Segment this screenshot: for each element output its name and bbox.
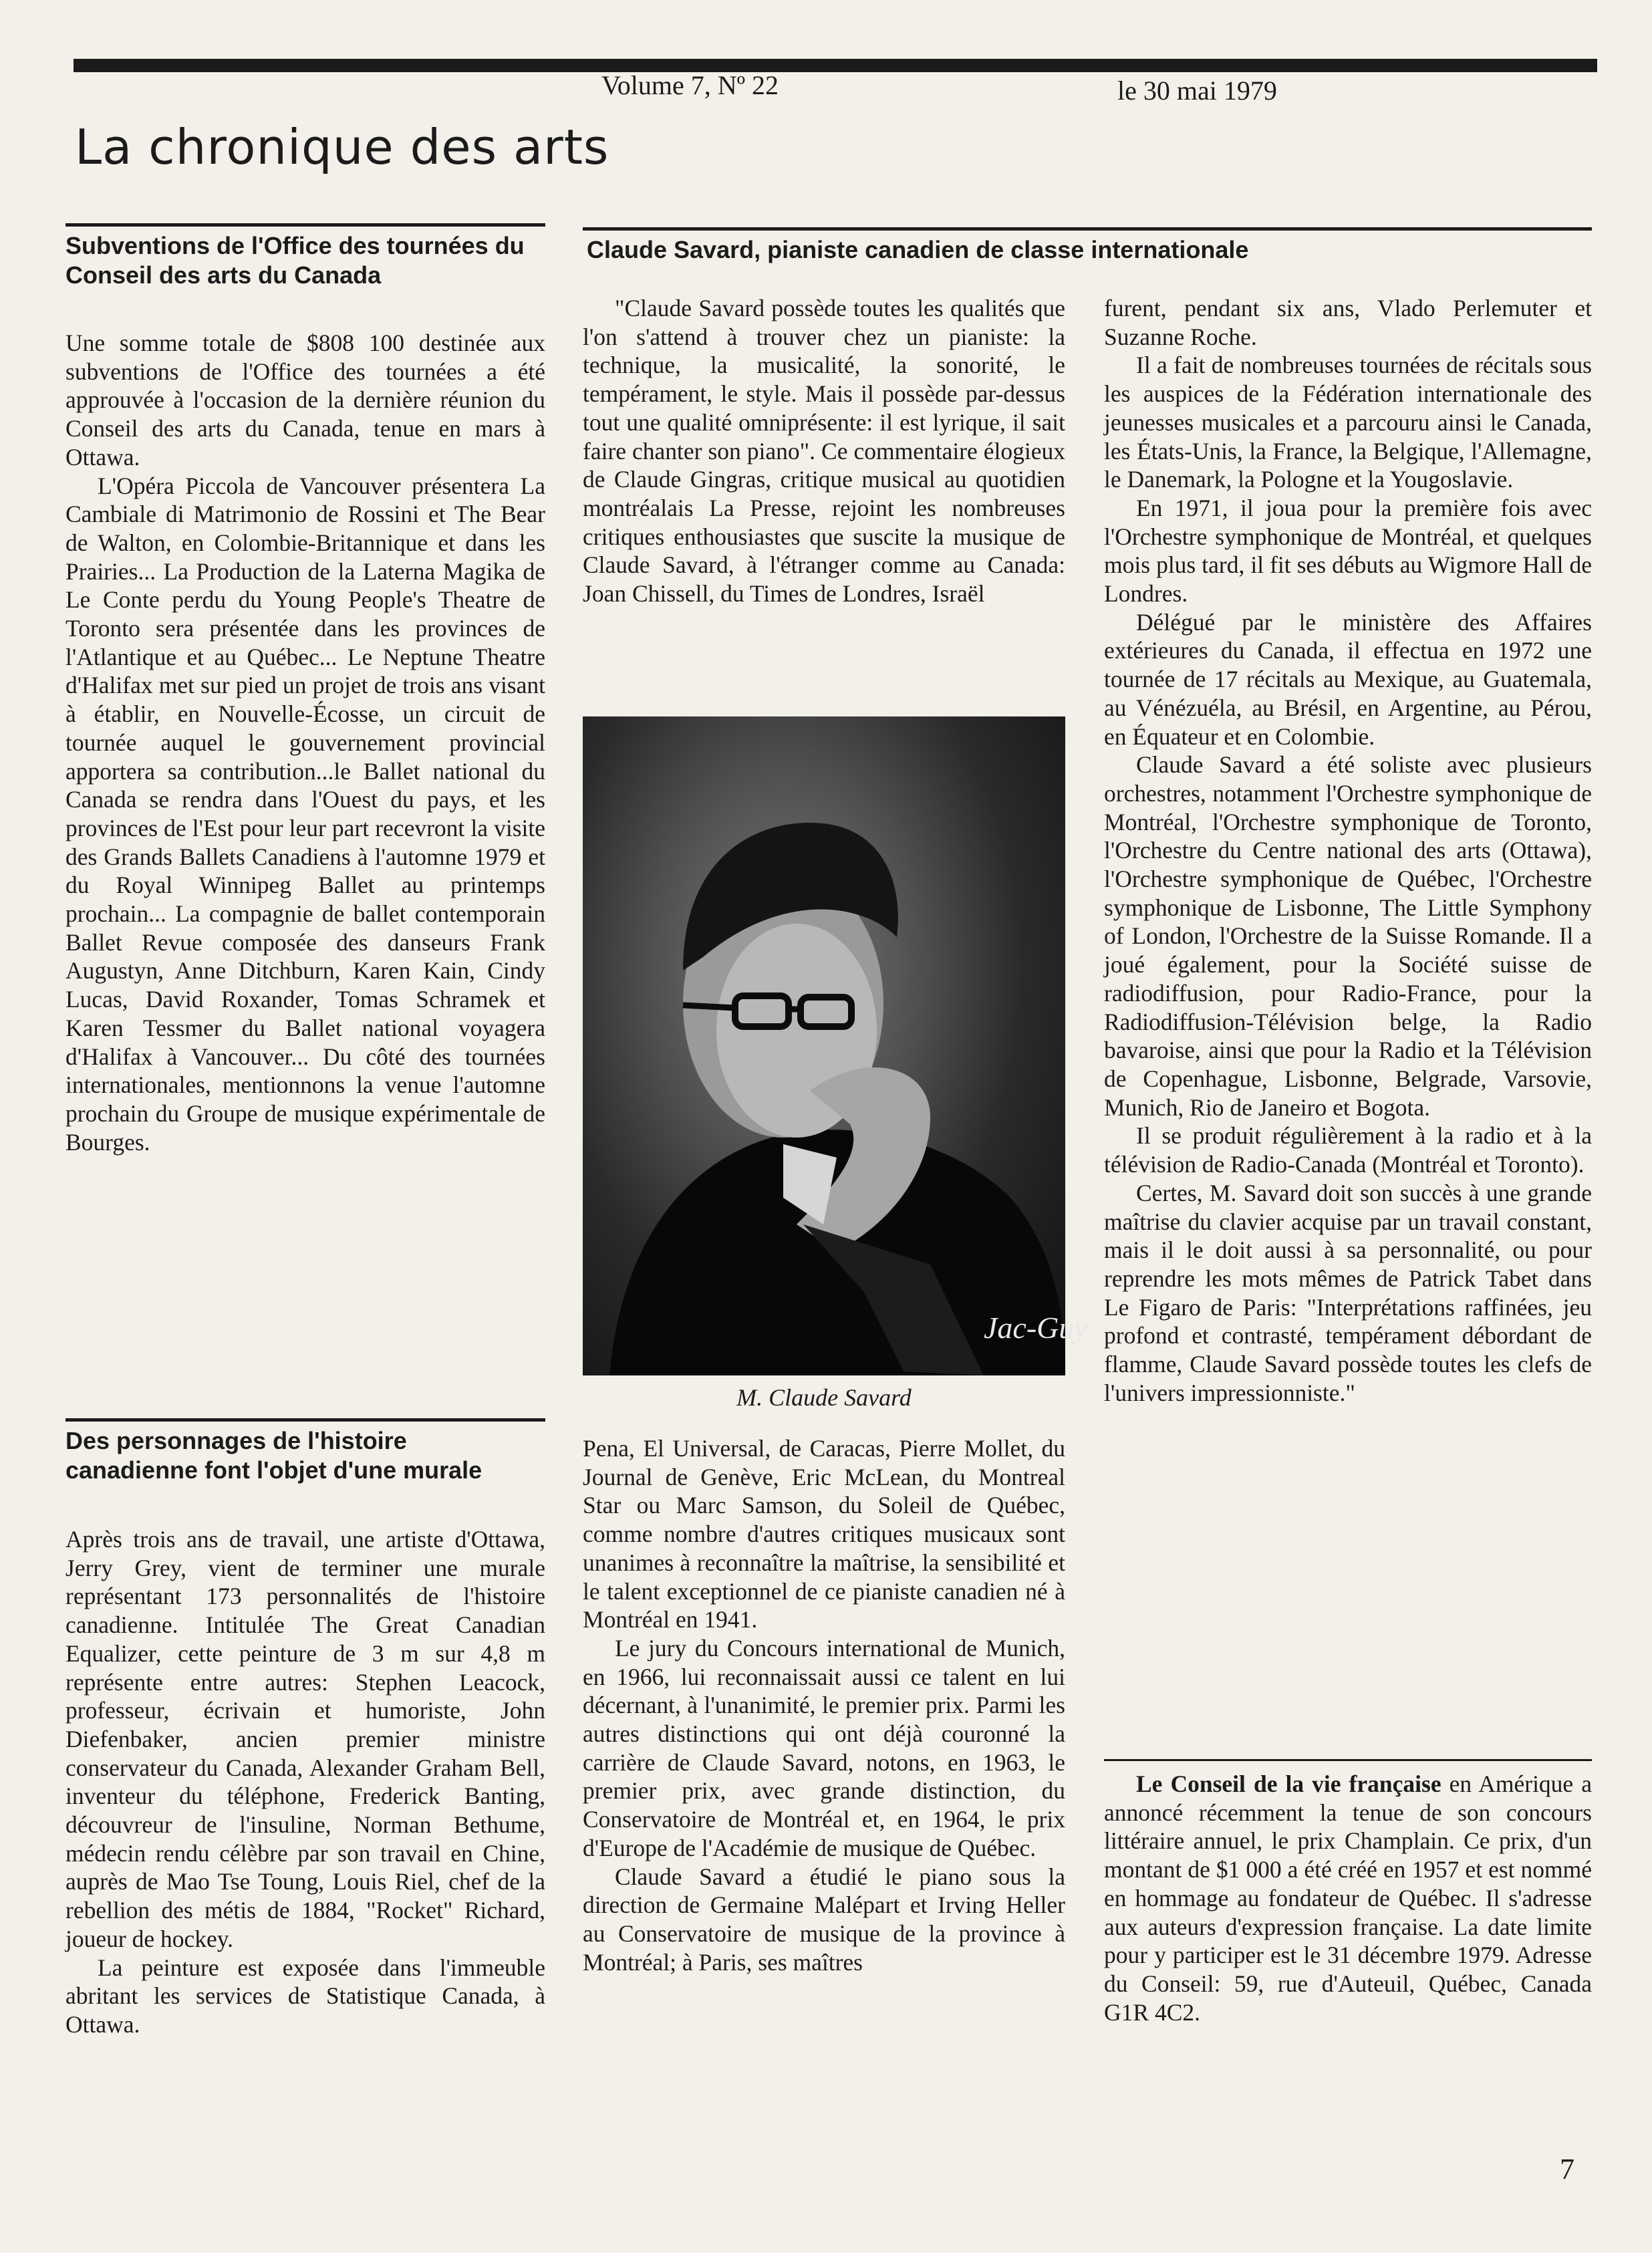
article3-paragraph: Claude Savard a été soliste avec plusieurs orchestres, notamment l'Orchestre symphonique de Montréal, l'Orchestre symphonique de Toronto, l'Orchestre du Centre national des arts (Ottawa), l'Orchestre symphonique de Québec, l'Orchestre symphonique de Lisbonne, The Little Symphony of London, l'Orchestre de la Suisse Romande. Il a joué également, pour la Société suisse de radiodiffusion, pour Radio-France, pour la Radiodiffusion-Télévision belge, la Radio bavaroise, ainsi que pour la Radio et la Télévision de Copenhague, Lisbonne, Belgrade, Varsovie, Munich, Rio de Janeiro et Bogota. [1104, 751, 1592, 1121]
article2-paragraph: Après trois ans de travail, une artiste d'Ottawa, Jerry Grey, vient de terminer une murale représentant 173 personnalités de l'histoire canadienne. Intitulée The Great Canadian Equalizer, cette peinture de 3 m sur 4,8 m représente entre autres: Stephen Leacock, professeur, écrivain et humoriste, John Diefenbaker, ancien premier ministre conservateur du Canada, Alexander Graham Bell, inventeur du téléphone, Frederick Banting, découvreur de l'insuline, Norman Bethume, médecin rendu célèbre par son travail en Chine, auprès de Mao Tse Toung, Louis Riel, chef de la rebellion des métis de 1884, "Rocket" Richard, joueur de hockey. [65, 1526, 545, 1952]
article1-paragraph: Une somme totale de $808 100 destinée aux subventions de l'Office des tournées a été approuvée à l'occasion de la dernière réunion du Conseil des arts du Canada, tenue en mars à Ottawa. [65, 329, 545, 471]
article3-title: Claude Savard, pianiste canadien de classe internationale [587, 236, 1249, 263]
photo-caption: M. Claude Savard [736, 1384, 912, 1411]
article3-paragraph: Il a fait de nombreuses tournées de récitals sous les auspices de la Fédération internationale des jeunesses musicales et a parcouru ainsi le Canada, les États-Unis, la France, la Belgique, l'Allemagne, le Danemark, la Pologne et la Yougoslavie. [1104, 352, 1592, 493]
issue-volume: Volume 7, Nº 22 [601, 70, 779, 100]
article1-title: Subventions de l'Office des tournées du Conseil des arts du Canada [65, 232, 525, 289]
article3-paragraph: Certes, M. Savard doit son succès à une grande maîtrise du clavier acquise par un travail constant, mais il le doit aussi à sa personnalité, ou pour reprendre les mots mêmes de Patrick Tabet dans Le Figaro de Paris: "Interprétations raffinées, jeu profond et contrasté, tempérament débordant de flamme, Claude Savard possède toutes les clefs de l'univers impressionniste." [1104, 1179, 1592, 1406]
page-number: 7 [1560, 2153, 1574, 2185]
article2-rule [65, 1418, 545, 1422]
article3-paragraph: En 1971, il joua pour la première fois avec l'Orchestre symphonique de Montréal, et quelques mois plus tard, il fit ses débuts au Wigmore Hall de Londres. [1104, 494, 1592, 608]
article3-paragraph: "Claude Savard possède toutes les qualités que l'on s'attend à trouver chez un pianiste: la technique, la musicalité, la sonorité, le tempérament, le style. Mais il possède par-dessus tout une qualité omniprésente: il est lyrique, il sait faire chanter son piano". Ce commentaire élogieux de Claude Gingras, critique musical au quotidien montréalais La Presse, rejoint les nombreuses critiques enthousiastes que suscite la musique de Claude Savard, à l'étranger comme au Canada: Joan Chissell, du Times de Londres, Israël [583, 295, 1065, 608]
issue-date: le 30 mai 1979 [1117, 76, 1277, 106]
masthead-title: La chronique des arts [75, 119, 609, 175]
article1-paragraph: L'Opéra Piccola de Vancouver présentera La Cambiale di Matrimonio de Rossini et The Bear de Walton, en Colombie-Britannique et dans les Prairies... La Production de la Laterna Magika de Le Conte perdu du Young People's Theatre de Toronto sera présentée dans les provinces de l'Atlantique et au Québec... Le Neptune Theatre d'Halifax met sur pied un projet de trois ans visant à établir, en Nouvelle-Écosse, un circuit de tournée auquel le gouvernement provincial apportera sa contribution...le Ballet national du Canada se rendra dans l'Ouest du pays, et les provinces de l'Est pour leur part recevront la visite des Grands Ballets Canadiens à l'automne 1979 et du Royal Winnipeg Ballet au printemps prochain... La compagnie de ballet contemporain Ballet Revue composée des danseurs Frank Augustyn, Anne Ditchburn, Karen Kain, Cindy Lucas, David Roxander, Tomas Schramek et Karen Tessmer du Ballet national voyagera d'Halifax à Vancouver... Du côté des tournées internationales, mentionnons la venue l'automne prochain du Groupe de musique expérimentale de Bourges. [65, 472, 545, 1156]
article2-paragraph: La peinture est exposée dans l'immeuble abritant les services de Statistique Canada, à Ottawa. [65, 1954, 545, 2038]
article3-paragraph: furent, pendant six ans, Vlado Perlemuter et Suzanne Roche. [1104, 295, 1592, 350]
top-rule [74, 59, 1597, 72]
article3-col1-bottom [583, 1434, 1065, 1976]
article3-paragraph: Pena, El Universal, de Caracas, Pierre Mollet, du Journal de Genève, Eric McLean, du Montreal Star ou Marc Samson, du Soleil de Québec, comme nombre d'autres critiques musicaux sont unanimes à reconnaître la maîtrise, la sensibilité et le talent exceptionnel de ce pianiste canadien né à Montréal en 1941. [583, 1435, 1065, 1633]
portrait-figure [583, 716, 1088, 1375]
article2-body [65, 1525, 545, 2039]
article1-rule [65, 223, 545, 227]
photo-signature: Jac-Guy [984, 1311, 1088, 1345]
article3-paragraph: Le jury du Concours international de Munich, en 1966, lui reconnaissait aussi ce talent en lui décernant, à l'unanimité, le premier prix. Parmi les autres distinctions qui ont déjà couronné la carrière de Claude Savard, notons, en 1963, le premier prix, avec grande distinction, du Conservatoire de Montréal et, en 1964, le prix d'Europe de l'Académie de musique de Québec. [583, 1634, 1065, 1861]
article2-title: Des personnages de l'histoire canadienne font l'objet d'une murale [65, 1427, 483, 1484]
article3-paragraph: Il se produit régulièrement à la radio et à la télévision de Radio-Canada (Montréal et Toronto). [1104, 1122, 1592, 1178]
article3-paragraph: Délégué par le ministère des Affaires extérieures du Canada, il effectua en 1972 une tournée de 17 récitals au Mexique, au Guatemala, au Vénézuéla, au Brésil, en Argentine, au Pérou, en Équateur et en Colombie. [1104, 608, 1592, 750]
article4-rule [1104, 1759, 1592, 1761]
article3-col2 [1104, 294, 1592, 1407]
article3-paragraph: Claude Savard a étudié le piano sous la direction de Germaine Malépart et Irving Heller au Conservatoire de musique de la province à Montréal; à Paris, ses maîtres [583, 1863, 1065, 1976]
article3-col1-top [583, 294, 1065, 608]
article4-lead: Le Conseil de la vie française [1136, 1770, 1441, 1797]
article1-body [65, 329, 545, 1156]
article4-text: en Amérique a annoncé récemment la tenue de son concours littéraire annuel, le prix Champlain. Ce prix, d'un montant de $1 000 a été créé en 1957 et est nommé en hommage au fondateur de Québec. Il s'adresse aux auteurs d'expression française. La date limite pour y participer est le 31 décembre 1979. Adresse du Conseil: 59, rue d'Auteuil, Québec, Canada G1R 4C2. [1104, 1770, 1592, 2026]
portrait-photo [583, 716, 1088, 1375]
article3-rule [583, 227, 1592, 231]
article4-body [1104, 1770, 1592, 2026]
